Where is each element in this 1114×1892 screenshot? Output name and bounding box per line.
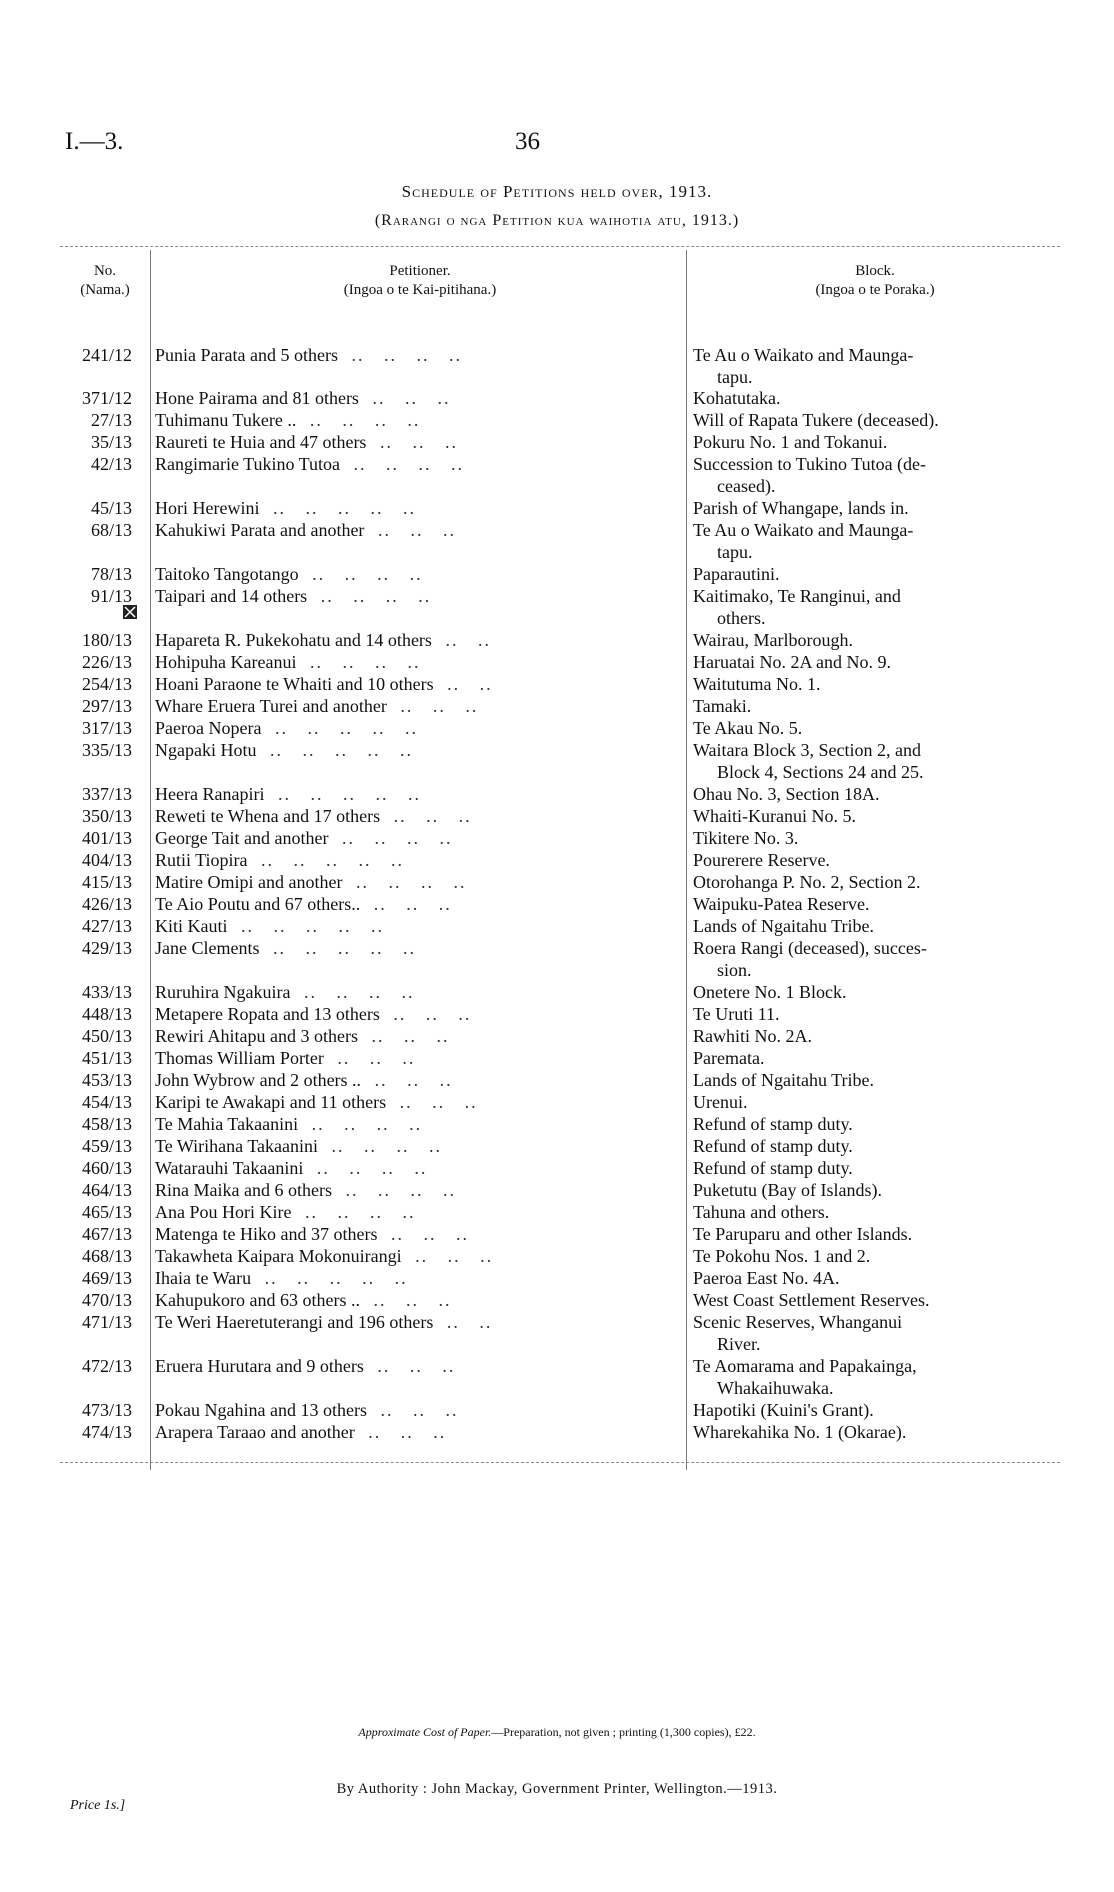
block-name: Te Au o Waikato and Maunga-: [693, 345, 914, 365]
petitioner-name: Te Mahia Takaanini: [155, 1114, 299, 1134]
petition-number: 458/13: [81, 1114, 132, 1134]
petitioner-name: Hone Pairama and 81 others: [155, 388, 359, 408]
petitioner-name: Tuhimanu Tukere ..: [155, 410, 297, 430]
petition-number: 459/13: [81, 1136, 132, 1156]
petitioner-cell: [155, 651, 660, 673]
block-cell: [693, 563, 1003, 585]
block-cell: [693, 717, 1003, 739]
petition-number: 226/13: [81, 652, 132, 672]
petitioner-name: Whare Eruera Turei and another: [155, 696, 387, 716]
petitioner-cell: [155, 344, 660, 366]
column-header-number-mi: (Nama.): [80, 282, 130, 298]
petitioner-cell: [155, 1289, 660, 1311]
leader-dots: .. .. .. .. ..: [264, 1268, 408, 1288]
block-cell: [693, 629, 1003, 651]
petitioner-cell: [155, 497, 660, 519]
leader-dots: .. .. ..: [373, 1290, 452, 1310]
petitioner-name: Kahukiwi Parata and another: [155, 520, 365, 540]
petition-number: 429/13: [81, 938, 132, 958]
price-note: Price 1s.]: [70, 1798, 126, 1813]
petitioner-cell: [155, 1201, 660, 1223]
leader-dots: .. .. ..: [377, 1356, 456, 1376]
petitioner-name: George Tait and another: [155, 828, 329, 848]
block-cell: [693, 1245, 1003, 1267]
block-name: Te Aomarama and Papakainga,: [693, 1356, 917, 1376]
leader-dots: .. .. .. ..: [351, 345, 462, 365]
petitioner-name: Heera Ranapiri: [155, 784, 265, 804]
petitioner-cell: [155, 717, 660, 739]
block-cell: [693, 871, 1003, 893]
block-cell: [693, 651, 1003, 673]
block-name: Will of Rapata Tukere (deceased).: [693, 410, 939, 430]
block-name: Waitara Block 3, Section 2, and: [693, 740, 921, 760]
petition-number: 450/13: [81, 1026, 132, 1046]
leader-dots: .. .. ..: [374, 1070, 453, 1090]
petitioner-cell: [155, 893, 660, 915]
block-cell: [693, 1003, 1003, 1025]
leader-dots: .. .. .. .. ..: [261, 850, 405, 870]
leader-dots: .. .. .. ..: [353, 454, 465, 474]
block-cell: [693, 695, 1003, 717]
block-cell: [693, 387, 1003, 409]
petitioner-name: Watarauhi Takaanini: [155, 1158, 304, 1178]
block-name-continuation: Whakaihuwaka.: [717, 1378, 834, 1398]
petition-number: 317/13: [81, 718, 132, 738]
petitioner-name: Rangimarie Tukino Tutoa: [155, 454, 341, 474]
petitioner-cell: [155, 1421, 660, 1443]
leader-dots: .. .. .. ..: [331, 1136, 443, 1156]
block-cell: [693, 783, 1003, 805]
block-cell: [693, 1311, 1003, 1355]
petitioner-cell: [155, 981, 660, 1003]
block-cell: [693, 739, 1003, 783]
block-cell: [693, 1179, 1003, 1201]
block-cell: [693, 1091, 1003, 1113]
leader-dots: .. ..: [447, 674, 493, 694]
petitioner-cell: [155, 871, 660, 893]
petitioner-name: Ruruhira Ngakuira: [155, 982, 291, 1002]
leader-dots: .. .. ..: [393, 1004, 472, 1024]
petition-number: 337/13: [81, 784, 132, 804]
block-name: Tamaki.: [693, 696, 752, 716]
block-cell: [693, 1399, 1003, 1421]
block-cell: [693, 1421, 1003, 1443]
leader-dots: .. .. .. ..: [312, 564, 423, 584]
petitioner-name: Te Weri Haeretuterangi and 196 others: [155, 1312, 434, 1332]
block-name: Paeroa East No. 4A.: [693, 1268, 840, 1288]
petition-number: 464/13: [81, 1180, 132, 1200]
leader-dots: .. .. ..: [377, 520, 456, 540]
block-cell: [693, 1289, 1003, 1311]
petition-number: 42/13: [90, 454, 132, 474]
page-number: 36: [515, 128, 540, 155]
petition-number: 27/13: [90, 410, 132, 430]
block-cell: [693, 1157, 1003, 1179]
block-cell: [693, 1135, 1003, 1157]
petitioner-cell: [155, 519, 660, 541]
petitioner-name: Rutii Tiopira: [155, 850, 248, 870]
petitioner-cell: [155, 1003, 660, 1025]
cost-note-label: Approximate Cost of Paper.: [358, 1725, 492, 1739]
petitioner-cell: [155, 1179, 660, 1201]
leader-dots: .. .. .. .. ..: [274, 718, 418, 738]
leader-dots: .. ..: [446, 1312, 493, 1332]
petitioner-cell: [155, 1113, 660, 1135]
petitioner-name: Ana Pou Hori Kire: [155, 1202, 292, 1222]
block-name: Wairau, Marlborough.: [693, 630, 854, 650]
petitioner-cell: [155, 1135, 660, 1157]
block-cell: [693, 849, 1003, 871]
block-cell: [693, 585, 1003, 629]
leader-dots: .. .. .. .. ..: [272, 938, 416, 958]
petition-number: 469/13: [81, 1268, 132, 1288]
leader-dots: .. .. .. .. ..: [241, 916, 384, 936]
block-name: Lands of Ngaitahu Tribe.: [693, 1070, 874, 1090]
block-name: Roera Rangi (deceased), succes-: [693, 938, 927, 958]
petition-number: 68/13: [90, 520, 132, 540]
petitioner-name: Thomas William Porter: [155, 1048, 324, 1068]
leader-dots: .. .. .. ..: [309, 652, 421, 672]
petitioner-name: Jane Clements: [155, 938, 260, 958]
petitioner-name: John Wybrow and 2 others ..: [155, 1070, 362, 1090]
schedule-title-maori: (Rarangi o nga Petition kua waihotia atu, 1913.): [374, 212, 740, 229]
petition-number: 467/13: [81, 1224, 132, 1244]
petition-number: 468/13: [81, 1246, 132, 1266]
petition-number: 415/13: [81, 872, 132, 892]
block-name: Kohatutaka.: [693, 388, 781, 408]
petitioner-name: Matenga te Hiko and 37 others: [155, 1224, 378, 1244]
block-cell: [693, 497, 1003, 519]
petition-number: 472/13: [81, 1356, 132, 1376]
block-name-continuation: tapu.: [717, 367, 753, 387]
petitioner-cell: [155, 585, 660, 607]
block-name: Refund of stamp duty.: [693, 1114, 853, 1134]
petition-number: 35/13: [90, 432, 132, 452]
block-name: Te Akau No. 5.: [693, 718, 803, 738]
petitioner-cell: [155, 1267, 660, 1289]
block-cell: [693, 805, 1003, 827]
block-cell: [693, 1025, 1003, 1047]
leader-dots: .. .. .. ..: [345, 1180, 456, 1200]
petitioner-name: Punia Parata and 5 others: [155, 345, 338, 365]
block-name: Hapotiki (Kuini's Grant).: [693, 1400, 874, 1420]
leader-dots: .. .. ..: [372, 388, 451, 408]
block-name-continuation: ceased).: [717, 476, 776, 496]
petitioner-name: Takawheta Kaipara Mokonuirangi: [155, 1246, 402, 1266]
leader-dots: .. .. .. ..: [304, 1202, 416, 1222]
block-name: Tikitere No. 3.: [693, 828, 799, 848]
petition-number: 426/13: [81, 894, 132, 914]
petitioner-name: Paeroa Nopera: [155, 718, 262, 738]
leader-dots: .. .. .. ..: [311, 1114, 423, 1134]
petitioner-cell: [155, 915, 660, 937]
petition-number: 371/12: [81, 388, 132, 408]
block-name: Rawhiti No. 2A.: [693, 1026, 812, 1046]
block-name-continuation: others.: [717, 608, 766, 628]
petition-number: 454/13: [81, 1092, 132, 1112]
petition-number: 180/13: [81, 630, 132, 650]
block-name: Haruatai No. 2A and No. 9.: [693, 652, 891, 672]
petitioner-cell: [155, 1223, 660, 1245]
petition-number: 471/13: [81, 1312, 132, 1332]
petitioner-name: Metapere Ropata and 13 others: [155, 1004, 380, 1024]
petition-number: 460/13: [81, 1158, 132, 1178]
block-cell: [693, 344, 1003, 388]
petition-number: 350/13: [81, 806, 132, 826]
petition-number: 404/13: [81, 850, 132, 870]
block-cell: [693, 1069, 1003, 1091]
block-name: Puketutu (Bay of Islands).: [693, 1180, 882, 1200]
petitioner-cell: [155, 1245, 660, 1267]
block-name: West Coast Settlement Reserves.: [693, 1290, 930, 1310]
block-name: Paparautini.: [693, 564, 780, 584]
block-cell: [693, 1355, 1003, 1399]
petitioner-cell: [155, 783, 660, 805]
leader-dots: .. .. .. ..: [342, 828, 453, 848]
printer-authority: By Authority : John Mackay, Government Printer, Wellington.—1913.: [336, 1781, 778, 1797]
leader-dots: .. .. .. ..: [320, 586, 432, 606]
petitioner-cell: [155, 409, 660, 431]
block-name: Te Au o Waikato and Maunga-: [693, 520, 914, 540]
block-name: Pokuru No. 1 and Tokanui.: [693, 432, 888, 452]
petitioner-cell: [155, 563, 660, 585]
petition-number: 297/13: [81, 696, 132, 716]
petitioner-name: Taitoko Tangotango: [155, 564, 299, 584]
petitioner-cell: [155, 453, 660, 475]
petitioner-name: Taipari and 14 others: [155, 586, 308, 606]
petition-number: 473/13: [81, 1400, 132, 1420]
petition-number: 78/13: [90, 564, 132, 584]
leader-dots: .. .. ..: [379, 432, 458, 452]
column-header-block-mi: (Ingoa o te Poraka.): [815, 282, 935, 298]
column-header-petitioner-mi: (Ingoa o te Kai-pitihana.): [343, 282, 497, 298]
block-name: Lands of Ngaitahu Tribe.: [693, 916, 874, 936]
petitioner-name: Ngapaki Hotu: [155, 740, 257, 760]
petitioner-cell: [155, 1157, 660, 1179]
petition-number: 433/13: [81, 982, 132, 1002]
block-cell: [693, 519, 1003, 563]
leader-dots: .. .. .. ..: [355, 872, 467, 892]
petitioner-name: Arapera Taraao and another: [155, 1422, 355, 1442]
block-name: Scenic Reserves, Whanganui: [693, 1312, 903, 1332]
petitioner-cell: [155, 849, 660, 871]
block-cell: [693, 1201, 1003, 1223]
block-cell: [693, 673, 1003, 695]
block-cell: [693, 431, 1003, 453]
block-name: Te Uruti 11.: [693, 1004, 780, 1024]
cost-note: [0, 1725, 1114, 1740]
petitioner-name: Ihaia te Waru: [155, 1268, 252, 1288]
leader-dots: .. .. ..: [368, 1422, 447, 1442]
leader-dots: .. .. ..: [380, 1400, 459, 1420]
petition-number: 241/12: [81, 345, 132, 365]
petitioner-name: Rina Maika and 6 others: [155, 1180, 332, 1200]
petitioner-cell: [155, 387, 660, 409]
leader-dots: .. .. ..: [337, 1048, 416, 1068]
leader-dots: .. .. .. .. ..: [269, 740, 413, 760]
block-cell: [693, 893, 1003, 915]
block-name: Waitutuma No. 1.: [693, 674, 821, 694]
leader-dots: .. ..: [445, 630, 491, 650]
petitioner-name: Pokau Ngahina and 13 others: [155, 1400, 367, 1420]
leader-dots: .. .. ..: [415, 1246, 494, 1266]
petition-number: 453/13: [81, 1070, 132, 1090]
block-name: Otorohanga P. No. 2, Section 2.: [693, 872, 921, 892]
petition-number: 254/13: [81, 674, 132, 694]
petition-number: 335/13: [81, 740, 132, 760]
leader-dots: .. .. ..: [373, 894, 452, 914]
petition-number: 401/13: [81, 828, 132, 848]
column-header-number-en: No.: [93, 263, 117, 279]
leader-dots: .. .. ..: [399, 1092, 478, 1112]
column-header-petitioner-en: Petitioner.: [389, 263, 451, 279]
petition-number: 465/13: [81, 1202, 132, 1222]
block-name-continuation: Block 4, Sections 24 and 25.: [717, 762, 924, 782]
leader-dots: .. .. .. ..: [309, 410, 421, 430]
leader-dots: .. .. .. ..: [303, 982, 415, 1002]
block-name: Urenui.: [693, 1092, 748, 1112]
block-name: Wharekahika No. 1 (Okarae).: [693, 1422, 907, 1442]
leader-dots: .. .. ..: [393, 806, 472, 826]
petitioner-cell: [155, 431, 660, 453]
block-name: Ohau No. 3, Section 18A.: [693, 784, 880, 804]
block-name: Te Paruparu and other Islands.: [693, 1224, 913, 1244]
block-cell: [693, 409, 1003, 431]
petitioner-cell: [155, 937, 660, 959]
petition-number: 45/13: [90, 498, 132, 518]
petitioner-name: Hori Herewini: [155, 498, 260, 518]
block-cell: [693, 827, 1003, 849]
leader-dots: .. .. ..: [400, 696, 479, 716]
block-cell: [693, 915, 1003, 937]
block-name: Kaitimako, Te Ranginui, and: [693, 586, 901, 606]
petitioner-name: Hohipuha Kareanui: [155, 652, 297, 672]
block-name: Whaiti-Kuranui No. 5.: [693, 806, 856, 826]
petition-number: 470/13: [81, 1290, 132, 1310]
block-name: Te Pokohu Nos. 1 and 2.: [693, 1246, 871, 1266]
petitioner-name: Kahupukoro and 63 others ..: [155, 1290, 360, 1310]
petitioner-cell: [155, 1355, 660, 1377]
block-cell: [693, 981, 1003, 1003]
block-name-continuation: tapu.: [717, 542, 753, 562]
block-name: Pourerere Reserve.: [693, 850, 830, 870]
petitioner-cell: [155, 1047, 660, 1069]
petitioner-cell: [155, 1311, 660, 1333]
petition-number: 474/13: [81, 1422, 132, 1442]
block-cell: [693, 937, 1003, 981]
block-name: Succession to Tukino Tutoa (de-: [693, 454, 927, 474]
petitioner-cell: [155, 1091, 660, 1113]
block-name: Refund of stamp duty.: [693, 1158, 853, 1178]
leader-dots: .. .. .. .. ..: [272, 498, 416, 518]
petitioner-cell: [155, 673, 660, 695]
petitioner-name: Hapareta R. Pukekohatu and 14 others: [155, 630, 432, 650]
petitioner-name: Te Aio Poutu and 67 others..: [155, 894, 361, 914]
block-name: Refund of stamp duty.: [693, 1136, 853, 1156]
page-ref: I.—3.: [65, 128, 124, 155]
block-name: Onetere No. 1 Block.: [693, 982, 847, 1002]
leader-dots: .. .. .. .. ..: [277, 784, 421, 804]
block-name-continuation: sion.: [717, 960, 752, 980]
petitioner-name: Matire Omipi and another: [155, 872, 343, 892]
block-cell: [693, 453, 1003, 497]
petitioner-cell: [155, 827, 660, 849]
petitioner-cell: [155, 1025, 660, 1047]
petitioner-name: Hoani Paraone te Whaiti and 10 others: [155, 674, 434, 694]
petitioner-name: Raureti te Huia and 47 others: [155, 432, 367, 452]
petitioner-name: Te Wirihana Takaanini: [155, 1136, 319, 1156]
petitioner-name: Reweti te Whena and 17 others: [155, 806, 381, 826]
petition-number: 448/13: [81, 1004, 132, 1024]
petitioner-name: Eruera Hurutara and 9 others: [155, 1356, 364, 1376]
block-cell: [693, 1047, 1003, 1069]
petitioner-cell: [155, 805, 660, 827]
schedule-title: Schedule of Petitions held over, 1913.: [401, 182, 713, 201]
block-name: Parish of Whangape, lands in.: [693, 498, 909, 518]
petitioner-cell: [155, 1069, 660, 1091]
block-name: Tahuna and others.: [693, 1202, 830, 1222]
leader-dots: .. .. .. ..: [316, 1158, 428, 1178]
petitioner-cell: [155, 695, 660, 717]
petitioner-name: Rewiri Ahitapu and 3 others: [155, 1026, 358, 1046]
petition-number: 91/13: [90, 586, 132, 606]
petition-number: 451/13: [81, 1048, 132, 1068]
leader-dots: .. .. ..: [390, 1224, 469, 1244]
block-name-continuation: River.: [717, 1334, 761, 1354]
block-name: Waipuku-Patea Reserve.: [693, 894, 870, 914]
petitioner-name: Kiti Kauti: [155, 916, 228, 936]
block-cell: [693, 1267, 1003, 1289]
petitioner-cell: [155, 1399, 660, 1421]
petitioner-cell: [155, 629, 660, 651]
column-header-block-en: Block.: [855, 263, 895, 279]
leader-dots: .. .. ..: [371, 1026, 450, 1046]
block-name: Paremata.: [693, 1048, 765, 1068]
petitioner-cell: [155, 739, 660, 761]
block-cell: [693, 1223, 1003, 1245]
petition-number: 427/13: [81, 916, 132, 936]
block-cell: [693, 1113, 1003, 1135]
petitioner-name: Karipi te Awakapi and 11 others: [155, 1092, 387, 1112]
cost-note-text: —Preparation, not given ; printing (1,300 copies), £22.: [491, 1725, 756, 1739]
